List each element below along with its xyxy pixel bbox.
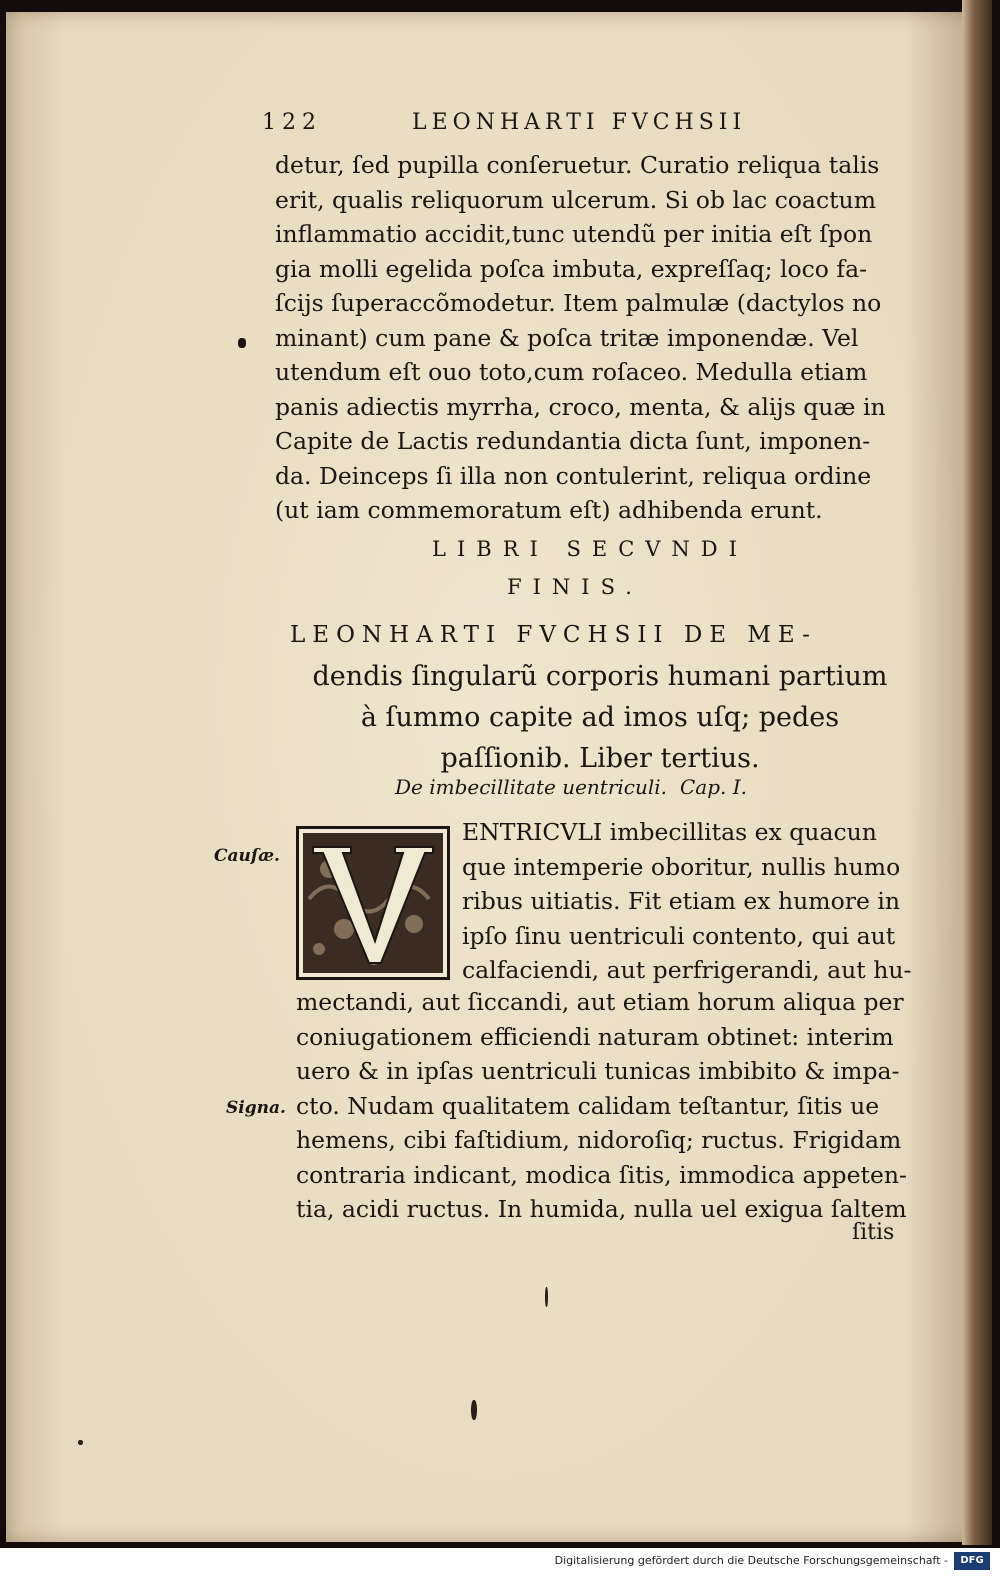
text-line: que intemperie oboritur, nullis humo [462,852,901,881]
text-line: da. Deinceps ſi illa non contulerint, reliqua ordine [275,461,872,490]
book-title-line: LEONHARTI FVCHSII DE ME- [290,622,817,648]
page-number: 122 [262,110,322,135]
decorated-initial [296,826,450,980]
text-line: tia, acidi ructus. In humida, nulla uel exigua ſaltem [296,1195,907,1223]
text-line: ſcijs ſuperaccõmodetur. Item palmulæ (dactylos no [275,289,882,317]
text-line: mectandi, aut ſiccandi, aut etiam horum aliqua per [296,988,904,1016]
text-line: gia molli egelida poſca imbuta, expreſſaq; loco fa- [275,254,868,283]
text-line: uero & in ipſas uentriculi tunicas imbibito & impa- [296,1057,900,1085]
text-line: cto. Nudam qualitatem calidam teſtantur, ſitis ue [296,1091,880,1120]
dfg-logo: DFG [954,1552,990,1570]
running-head: LEONHARTI FVCHSII [412,110,747,135]
text-line: hemens, cibi faſtidium, nidoroſiq; ructus. Frigidam [296,1126,902,1154]
text-line: coniugationem efficiendi naturam obtinet: interim [296,1022,894,1051]
text-line: Capite de Lactis redundantia dicta ſunt, imponen- [275,427,871,455]
footer-credit: Digitalisierung gefördert durch die Deutsche Forschungsgemeinschaft - [554,1554,948,1567]
book-title [290,615,910,779]
margin-note-causae: Cauſæ. [214,846,280,866]
text-line: panis adiectis myrrha, croco, menta, & alijs quæ in [275,392,886,421]
text-line: contraria indicant, modica ſitis, immodica appeten- [296,1160,907,1189]
text-line: detur, ſed pupilla conſeruetur. Curatio reliqua talis [275,151,880,179]
chapter-title: De imbecillitate uentriculi. [395,775,668,799]
body-beside-initial [462,815,912,988]
ink-blot [78,1440,83,1445]
text-line: inflammatio accidit,tunc utendũ per initia eſt ſpon [275,220,873,248]
chapter-number: Cap. I. [680,775,748,799]
text-line: ipſo ſinu uentriculi contento, qui aut [462,921,896,950]
text-line: (ut iam commemoratum eſt) adhibenda erunt. [275,496,823,524]
footer-strip [0,1548,1000,1577]
ink-blot [545,1287,548,1307]
text-line: erit, qualis reliquorum ulcerum. Si ob lac coactum [275,185,876,214]
text-line: utendum eſt ouo toto,cum roſaceo. Medulla etiam [275,358,868,386]
body-full-width [296,985,916,1227]
margin-note-signa: Signa. [226,1098,286,1118]
text-line: minant) cum pane & poſca tritæ imponendæ. Vel [275,323,859,352]
page-header [262,110,802,144]
book-title-line: à ſummo capite ad imos uſq; pedes [360,702,840,733]
marginal-mark [238,338,246,348]
catchword: ſitis [852,1220,895,1245]
ink-blot [471,1400,477,1420]
chapter-heading [395,775,815,799]
libri-secundi-heading: LIBRI SECVNDI [432,537,748,561]
text-line: ENTRICVLI imbecillitas ex quacun [462,818,877,846]
decorated-initial-letter [299,829,447,977]
intro-paragraph [275,148,915,528]
book-title-line: dendis ſingularũ corporis humani partium [312,661,888,692]
book-title-line: paſſionib. Liber tertius. [440,743,760,774]
text-line: calfaciendi, aut perfrigerandi, aut hu- [462,956,912,984]
finis-heading: FINIS. [507,575,643,599]
text-line: ribus uitiatis. Fit etiam ex humore in [462,887,900,915]
book-binding-edge [962,0,992,1545]
